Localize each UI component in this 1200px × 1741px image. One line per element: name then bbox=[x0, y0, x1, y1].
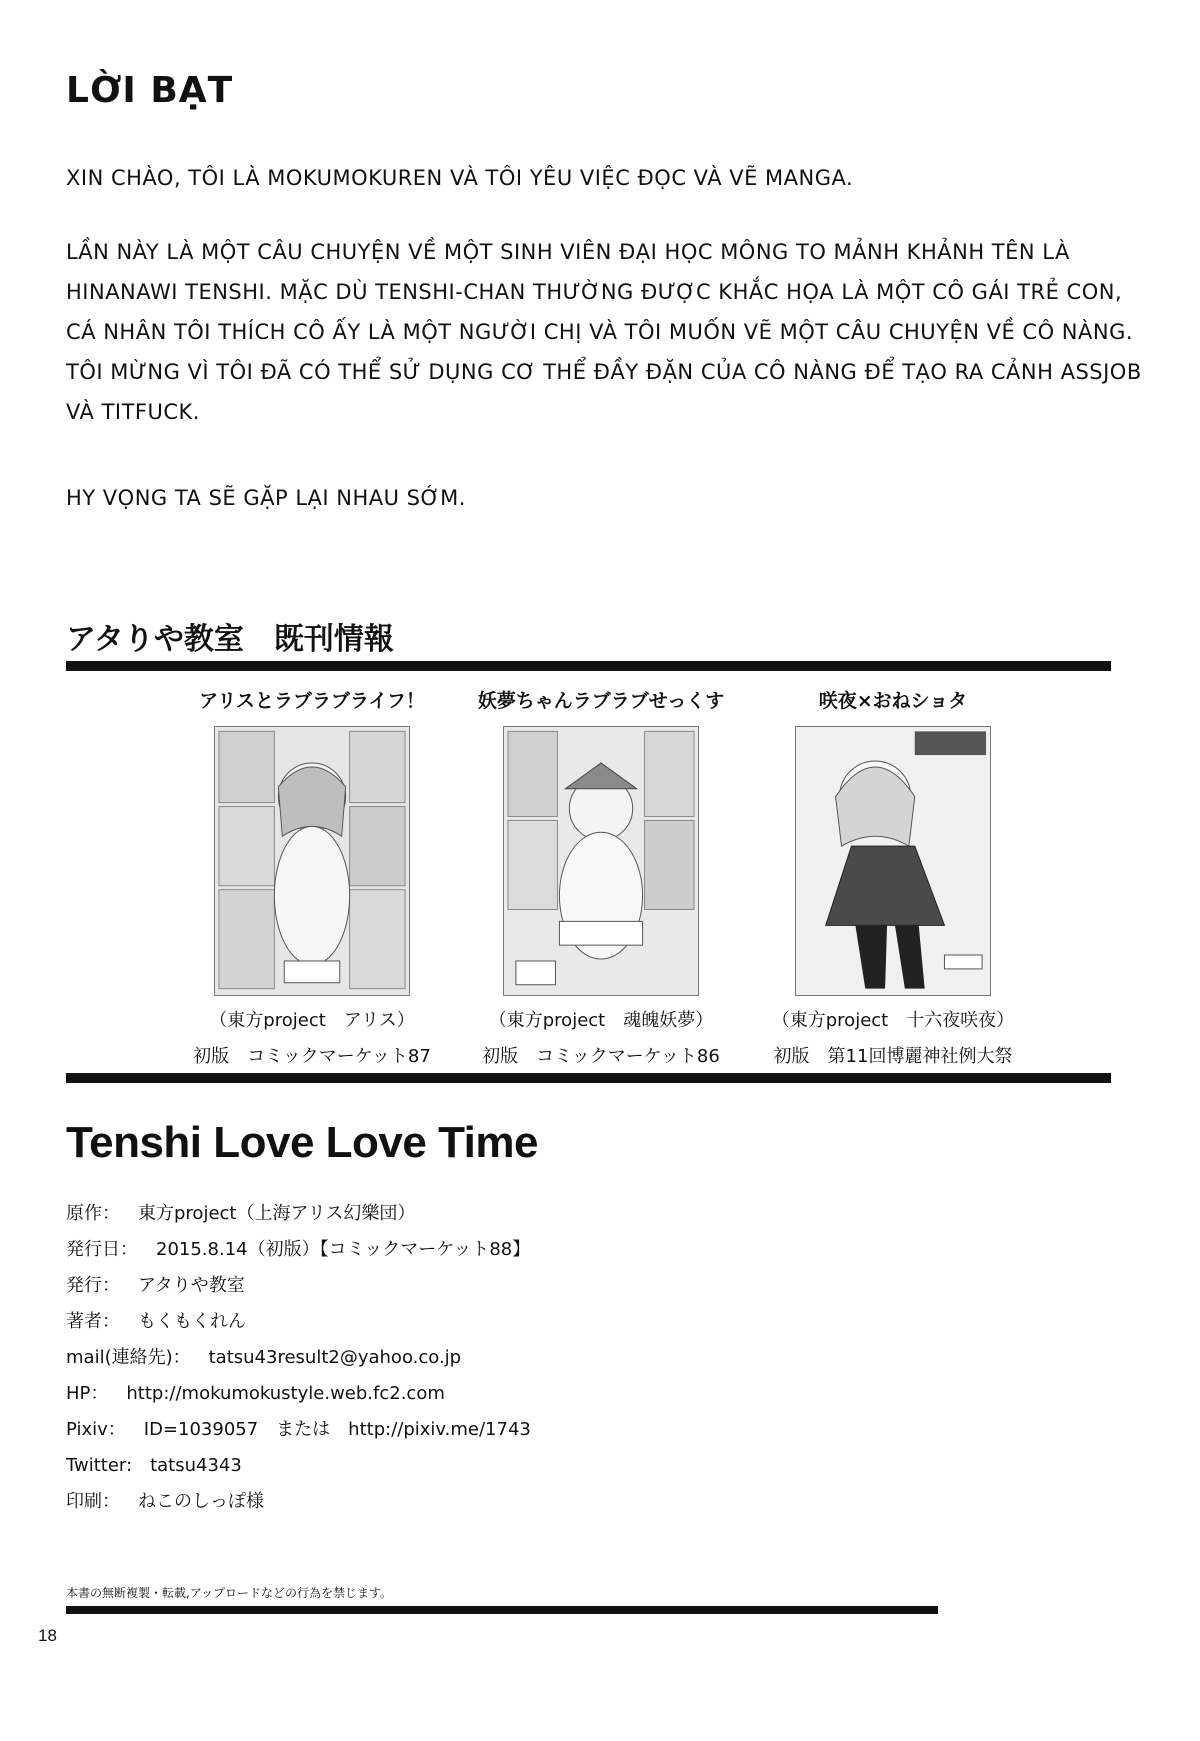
book-series: （東方project 十六夜咲夜） bbox=[771, 1010, 1015, 1031]
book-alice bbox=[147, 686, 477, 1070]
credit-value: もくもくれん bbox=[138, 1311, 246, 1332]
credit-value: ねこのしっぽ様 bbox=[138, 1491, 264, 1512]
credit-row-pixiv bbox=[66, 1412, 531, 1448]
credit-label: 原作： bbox=[66, 1203, 120, 1224]
credit-value: アタりや教室 bbox=[138, 1275, 245, 1296]
afterword-closing: HY VỌNG TA SẼ GẶP LẠI NHAU SỚM. bbox=[66, 486, 466, 510]
credit-value: tatsu43result2@yahoo.co.jp bbox=[208, 1347, 462, 1368]
page-number: 18 bbox=[38, 1626, 57, 1645]
credit-row-author bbox=[66, 1304, 531, 1340]
credit-value: ID=1039057 または http://pixiv.me/1743 bbox=[143, 1419, 531, 1440]
credit-value: http://mokumokustyle.web.fc2.com bbox=[126, 1383, 445, 1404]
credit-label: 発行： bbox=[66, 1275, 120, 1296]
credit-row-date bbox=[66, 1232, 531, 1268]
book-edition: 初版 第11回博麗神社例大祭 bbox=[773, 1046, 1013, 1067]
book-series: （東方project 魂魄妖夢） bbox=[488, 1010, 714, 1031]
footer-rule bbox=[66, 1606, 938, 1614]
afterword-title: LỜI BẠT bbox=[66, 70, 234, 111]
book-sakuya bbox=[728, 686, 1058, 1070]
credit-value: tatsu4343 bbox=[150, 1455, 242, 1476]
book-cover-image bbox=[503, 726, 699, 996]
credit-label: 著者： bbox=[66, 1311, 120, 1332]
afterword-story: LẦN NÀY LÀ MỘT CÂU CHUYỆN VỀ MỘT SINH VIÊN ĐẠI HỌC MÔNG TO MẢNH KHẢNH TÊN LÀ HINANAWI TENSHI. MẶC DÙ TENSHI-CHAN THƯỜNG ĐƯỢC KHẮC HỌA LÀ MỘT CÔ GÁI TRẺ CON, CÁ NHÂN TÔI THÍCH CÔ ẤY LÀ MỘT NGƯỜI CHỊ VÀ TÔI MUỐN VẼ MỘT CÂU CHUYỆN VỀ CÔ NÀNG. TÔI MỪNG VÌ TÔI ĐÃ CÓ THỂ SỬ DỤNG CƠ THỂ ĐẦY ĐẶN CỦA CÔ NÀNG ĐỂ TẠO RA CẢNH ASSJOB VÀ TITFUCK. bbox=[66, 240, 1142, 424]
credit-label: 印刷： bbox=[66, 1491, 120, 1512]
book-main-title: Tenshi Love Love Time bbox=[66, 1118, 538, 1167]
book-edition: 初版 コミックマーケット87 bbox=[193, 1046, 431, 1067]
cover-illustration bbox=[796, 727, 990, 995]
afterword-greeting: XIN CHÀO, TÔI LÀ MOKUMOKUREN VÀ TÔI YÊU VIỆC ĐỌC VÀ VẼ MANGA. bbox=[66, 166, 854, 190]
copyright-note: 本書の無断複製・転載,アップロードなどの行為を禁じます。 bbox=[66, 1586, 393, 1600]
credit-row-original bbox=[66, 1196, 531, 1232]
book-series: （東方project アリス） bbox=[209, 1010, 415, 1031]
credit-label: mail(連絡先)： bbox=[66, 1347, 191, 1368]
book-title: アリスとラブラブライフ！ bbox=[199, 690, 425, 712]
book-cover-image bbox=[214, 726, 410, 996]
book-title: 咲夜×おねショタ bbox=[818, 690, 968, 712]
book-youmu bbox=[436, 686, 766, 1070]
credit-label: Twitter: bbox=[66, 1455, 133, 1476]
catalog-bottom-rule bbox=[66, 1073, 1111, 1083]
credit-label: Pixiv： bbox=[66, 1419, 126, 1440]
credit-row-homepage bbox=[66, 1376, 531, 1412]
credit-row-printer bbox=[66, 1484, 531, 1520]
book-cover-image bbox=[795, 726, 991, 996]
credit-label: 発行日： bbox=[66, 1239, 138, 1260]
cover-illustration bbox=[504, 727, 698, 995]
cover-illustration bbox=[215, 727, 409, 995]
book-title: 妖夢ちゃんラブラブせっくす bbox=[477, 690, 725, 712]
colophon-credits bbox=[66, 1196, 531, 1520]
credit-value: 2015.8.14（初版）【コミックマーケット88】 bbox=[156, 1239, 531, 1260]
credit-row-twitter bbox=[66, 1448, 531, 1484]
catalog-top-rule bbox=[66, 661, 1111, 671]
book-edition: 初版 コミックマーケット86 bbox=[482, 1046, 720, 1067]
credit-label: HP： bbox=[66, 1383, 109, 1404]
credit-row-mail bbox=[66, 1340, 531, 1376]
credit-value: 東方project（上海アリス幻樂団） bbox=[138, 1203, 416, 1224]
catalog-title: アタりや教室 既刊情報 bbox=[66, 622, 394, 657]
credit-row-publisher bbox=[66, 1268, 531, 1304]
